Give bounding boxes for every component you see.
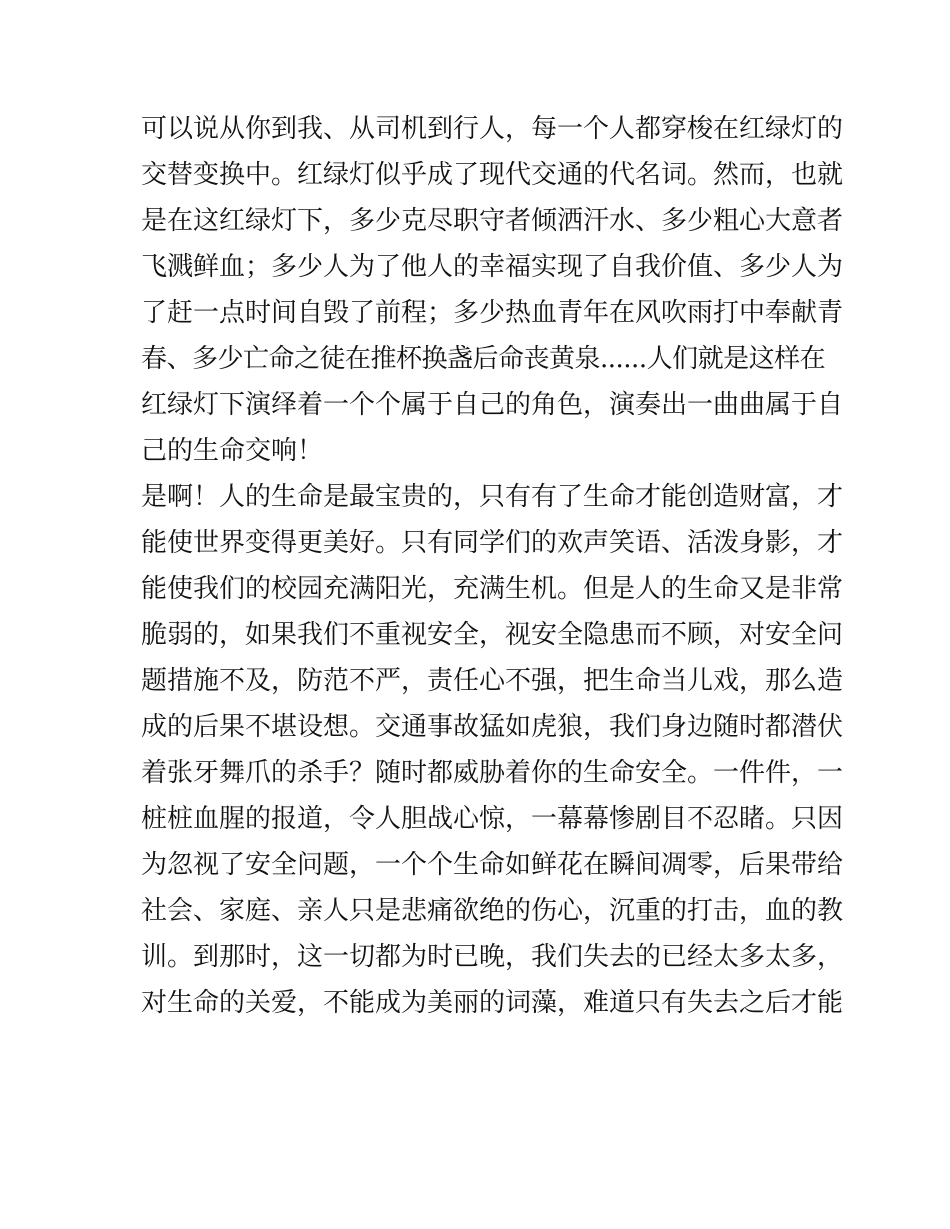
text-line: 为忽视了安全问题，一个个生命如鲜花在瞬间凋零，后果带给: [141, 850, 844, 880]
text-line: 是在这红绿灯下，多少克尽职守者倾洒汗水、多少粗心大意者: [141, 206, 844, 236]
text-line: 春、多少亡命之徒在推杯换盏后命丧黄泉......人们就是这样在: [141, 344, 826, 374]
text-line: 成的后果不堪设想。交通事故猛如虎狼，我们身边随时都潜伏: [141, 712, 844, 742]
text-line: 己的生命交响！: [141, 436, 324, 466]
text-line: 能使世界变得更美好。只有同学们的欢声笑语、活泼身影，才: [141, 528, 844, 558]
text-line: 桩桩血腥的报道，令人胆战心惊，一幕幕惨剧目不忍睹。只因: [141, 804, 844, 834]
text-line: 训。到那时，这一切都为时已晚，我们失去的已经太多太多，: [141, 942, 844, 972]
text-line: 题措施不及，防范不严，责任心不强，把生命当儿戏，那么造: [141, 666, 844, 696]
paragraph-1: [141, 106, 844, 474]
text-line: 红绿灯下演绎着一个个属于自己的角色，演奏出一曲曲属于自: [141, 390, 844, 420]
text-line: 能使我们的校园充满阳光，充满生机。但是人的生命又是非常: [141, 574, 844, 604]
text-line: 对生命的关爱，不能成为美丽的词藻，难道只有失去之后才能: [141, 988, 844, 1018]
text-line: 交替变换中。红绿灯似乎成了现代交通的代名词。然而，也就: [141, 160, 844, 190]
text-line: 飞溅鲜血；多少人为了他人的幸福实现了自我价值、多少人为: [141, 252, 844, 282]
text-line: 可以说从你到我、从司机到行人，每一个人都穿梭在红绿灯的: [141, 114, 844, 144]
text-line: 是啊！人的生命是最宝贵的，只有有了生命才能创造财富，才: [141, 482, 844, 512]
text-line: 社会、家庭、亲人只是悲痛欲绝的伤心，沉重的打击，血的教: [141, 896, 844, 926]
text-line: 脆弱的，如果我们不重视安全，视安全隐患而不顾，对安全问: [141, 620, 844, 650]
paragraph-2: [141, 474, 844, 1026]
body-text: [141, 106, 844, 1026]
text-line: 着张牙舞爪的杀手？随时都威胁着你的生命安全。一件件，一: [141, 758, 844, 788]
text-line: 了赶一点时间自毁了前程；多少热血青年在风吹雨打中奉献青: [141, 298, 844, 328]
